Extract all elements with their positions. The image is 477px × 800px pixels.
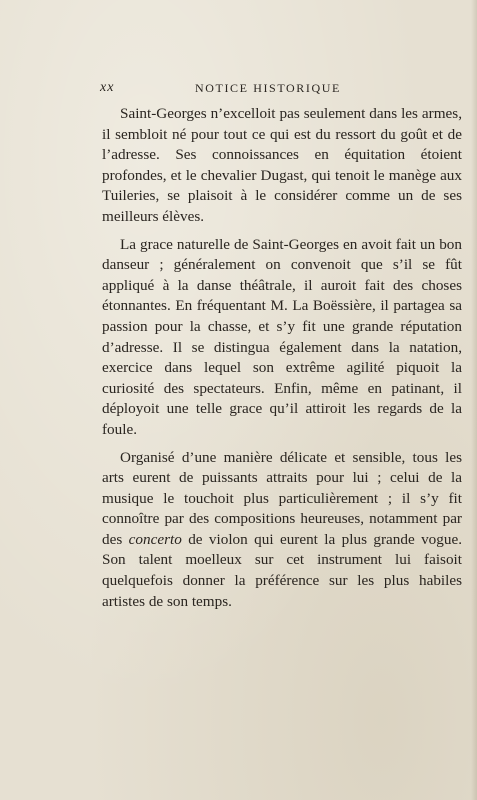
body-text — [102, 104, 462, 619]
paragraph-3 — [102, 448, 462, 613]
paragraph-2: La grace naturelle de Saint-Georges en avoit fait un bon danseur ; généralement on convenoit que s’il se fût appliqué à la danse théâtrale, il auroit fait des choses étonnantes. En fréquentant M. La Boëssière, il partagea sa passion pour la chasse, et s’y fit une grande réputation d’adresse. Il se distingua également dans la natation, exercice dans lequel son extrême agilité piquoit la curiosité des spectateurs. Enfin, même en patinant, il déployoit une telle grace qu’il attiroit les regards de la foule. — [102, 235, 462, 438]
paragraph-1: Saint-Georges n’excelloit pas seulement dans les armes, il sembloit né pour tout ce qui est du ressort du goût et de l’adresse. Ses connoissances en équitation étoient profondes, et le chevalier Dugast, qui tenoit le manège aux Tuileries, se plaisoit à le considérer comme un de ses meilleurs élèves. — [102, 105, 462, 225]
page-edge-shadow — [471, 0, 477, 800]
paragraph-3-text-end: de violon qui eurent la plus grande vogue. Son talent moelleux sur cet instrument lui faisoit quelquefois donner la préférence sur les plus habiles artistes de son temps. — [102, 530, 463, 610]
italic-term: concerto — [128, 530, 182, 548]
running-title: NOTICE HISTORIQUE — [195, 81, 341, 95]
paragraph-3-text-start: Organisé d’une manière délicate et sensible, tous les arts eurent de puissants attraits pour lui ; celui de la musique le touchoit plus particulièrement ; il s’y fit connoître par des compositions heureuses, notamment par des — [102, 448, 462, 548]
page-number: xx — [100, 80, 115, 95]
page-header — [100, 80, 460, 100]
